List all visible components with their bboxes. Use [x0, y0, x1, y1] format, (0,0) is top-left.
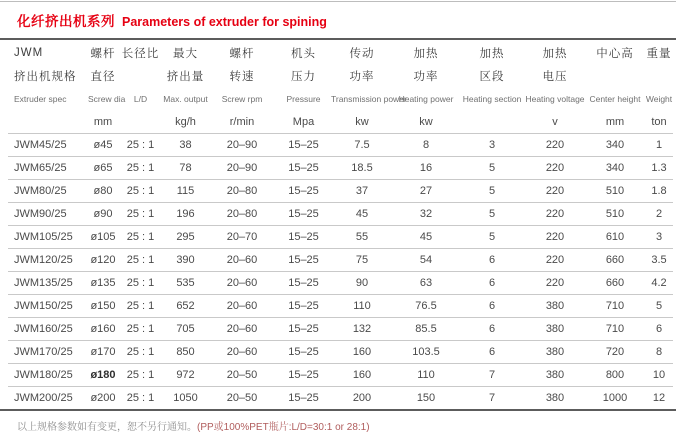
- table-cell: ø135: [88, 272, 118, 295]
- table-cell: 20–90: [208, 157, 276, 180]
- table-cell: 710: [585, 318, 645, 341]
- table-cell: 15–25: [276, 364, 331, 387]
- table-cell: 25 : 1: [118, 157, 163, 180]
- table-cell: 380: [525, 318, 585, 341]
- catalog-page: [0, 1, 676, 438]
- table-cell: 380: [525, 341, 585, 364]
- table-row: [8, 272, 673, 295]
- table-cell: 220: [525, 157, 585, 180]
- table-cell: 18.5: [331, 157, 393, 180]
- table-cell: 25 : 1: [118, 203, 163, 226]
- table-cell: ø160: [88, 318, 118, 341]
- table-cell: 15–25: [276, 203, 331, 226]
- page-title-cn: 化纤挤出机系列: [17, 14, 115, 29]
- column-header: Heating voltage: [525, 93, 585, 104]
- column-header: 加热: [542, 47, 568, 60]
- table-cell: 1050: [163, 387, 208, 410]
- table-cell: 25 : 1: [118, 272, 163, 295]
- table-cell: 1.8: [645, 180, 673, 203]
- table-cell: 652: [163, 295, 208, 318]
- column-header: Heating section: [462, 93, 522, 104]
- column-header: Mpa: [292, 115, 315, 128]
- table-body: [8, 134, 673, 410]
- table-cell: 800: [585, 364, 645, 387]
- header-row-cn2: [8, 64, 673, 87]
- table-row: [8, 180, 673, 203]
- table-cell: ø45: [88, 134, 118, 157]
- table-cell: 25 : 1: [118, 387, 163, 410]
- table-cell: 160: [331, 364, 393, 387]
- column-header: mm: [93, 115, 113, 128]
- column-header: r/min: [229, 115, 255, 128]
- table-cell: 25 : 1: [118, 318, 163, 341]
- table-cell: 132: [331, 318, 393, 341]
- table-cell: 15–25: [276, 341, 331, 364]
- table-cell: JWM105/25: [8, 226, 88, 249]
- header-row-cn1: [8, 41, 673, 64]
- table-cell: 90: [331, 272, 393, 295]
- table-cell: 15–25: [276, 272, 331, 295]
- column-header: Screw rpm: [221, 93, 263, 104]
- table-cell: 20–60: [208, 249, 276, 272]
- table-cell: 5: [645, 295, 673, 318]
- table-cell: 390: [163, 249, 208, 272]
- footer-note-paren: (PP或100%PET瓶片:L/D=30:1 or 28:1): [197, 422, 370, 433]
- table-cell: 78: [163, 157, 208, 180]
- table-cell: 705: [163, 318, 208, 341]
- column-header: Transmission power: [331, 93, 407, 104]
- table-cell: 220: [525, 134, 585, 157]
- table-cell: JWM200/25: [8, 387, 88, 410]
- table-cell: 15–25: [276, 295, 331, 318]
- column-header: [585, 64, 645, 87]
- table-cell: 220: [525, 249, 585, 272]
- column-header: Screw dia: [88, 93, 126, 104]
- table-cell: 220: [525, 180, 585, 203]
- column-header: 机头: [291, 47, 316, 60]
- column-header: [8, 110, 88, 134]
- column-header: Weight: [645, 93, 673, 104]
- table-cell: 3: [645, 226, 673, 249]
- table-cell: JWM65/25: [8, 157, 88, 180]
- table-cell: 20–50: [208, 364, 276, 387]
- table-cell: 5: [459, 180, 525, 203]
- column-header: ton: [651, 115, 667, 128]
- table-cell: 380: [525, 295, 585, 318]
- column-header: 加热: [413, 47, 439, 60]
- table-cell: 45: [393, 226, 459, 249]
- column-header: [118, 64, 163, 87]
- page-title-en: Parameters of extruder for spining: [122, 15, 327, 29]
- table-cell: 6: [459, 341, 525, 364]
- table-cell: 380: [525, 364, 585, 387]
- table-row: [8, 226, 673, 249]
- extruder-spec-table: [8, 41, 673, 409]
- table-cell: 1: [645, 134, 673, 157]
- table-cell: ø170: [88, 341, 118, 364]
- column-header: v: [552, 115, 558, 128]
- table-cell: 15–25: [276, 157, 331, 180]
- column-header: JWM: [14, 46, 44, 59]
- page-title: [0, 2, 676, 38]
- table-cell: 5: [459, 157, 525, 180]
- table-cell: 32: [393, 203, 459, 226]
- footer-note: 以上规格参数如有变更，恕不另行通知。: [17, 422, 197, 433]
- table-cell: 510: [585, 180, 645, 203]
- table-row: [8, 249, 673, 272]
- table-cell: JWM150/25: [8, 295, 88, 318]
- title-divider: [0, 38, 676, 40]
- table-row: [8, 341, 673, 364]
- table-cell: 340: [585, 157, 645, 180]
- table-cell: 8: [645, 341, 673, 364]
- table-cell: 15–25: [276, 249, 331, 272]
- table-header: [8, 41, 673, 134]
- table-cell: 20–60: [208, 341, 276, 364]
- column-header: [459, 110, 525, 134]
- table-cell: 6: [645, 318, 673, 341]
- table-cell: 510: [585, 203, 645, 226]
- table-cell: 610: [585, 226, 645, 249]
- table-cell: 20–90: [208, 134, 276, 157]
- column-header: 最大: [173, 47, 198, 60]
- table-cell: 380: [525, 387, 585, 410]
- table-cell: 6: [459, 249, 525, 272]
- column-header: 功率: [349, 70, 375, 83]
- table-cell: JWM160/25: [8, 318, 88, 341]
- column-header: mm: [605, 115, 625, 128]
- table-cell: 8: [393, 134, 459, 157]
- table-cell: 25 : 1: [118, 364, 163, 387]
- column-header: 螺杆: [229, 47, 255, 60]
- table-cell: 5: [459, 226, 525, 249]
- table-cell: 45: [331, 203, 393, 226]
- table-cell: 20–60: [208, 272, 276, 295]
- column-header: 长径比: [121, 47, 160, 60]
- table-cell: JWM135/25: [8, 272, 88, 295]
- table-cell: 6: [459, 272, 525, 295]
- table-cell: 27: [393, 180, 459, 203]
- table-cell: JWM170/25: [8, 341, 88, 364]
- table-cell: 710: [585, 295, 645, 318]
- table-cell: 5: [459, 203, 525, 226]
- column-header: 螺杆: [90, 47, 116, 60]
- table-cell: ø90: [88, 203, 118, 226]
- table-cell: 15–25: [276, 226, 331, 249]
- column-header: Center height: [589, 93, 641, 104]
- table-cell: 15–25: [276, 387, 331, 410]
- table-cell: 15–25: [276, 318, 331, 341]
- table-cell: 972: [163, 364, 208, 387]
- table-cell: 2: [645, 203, 673, 226]
- column-header: kw: [419, 115, 433, 128]
- table-cell: 25 : 1: [118, 249, 163, 272]
- header-row-unit: [8, 110, 673, 134]
- table-cell: ø65: [88, 157, 118, 180]
- column-header: Max. output: [163, 93, 208, 104]
- table-cell: 850: [163, 341, 208, 364]
- column-header: [645, 64, 673, 87]
- table-cell: JWM180/25: [8, 364, 88, 387]
- table-cell: 20–80: [208, 203, 276, 226]
- table-cell: 37: [331, 180, 393, 203]
- table-cell: 196: [163, 203, 208, 226]
- table-cell: 20–50: [208, 387, 276, 410]
- column-header: 中心高: [596, 47, 634, 60]
- table-cell: 38: [163, 134, 208, 157]
- table-cell: 55: [331, 226, 393, 249]
- column-header: 区段: [479, 70, 505, 83]
- column-header: 挤出机规格: [14, 70, 77, 83]
- table-cell: ø150: [88, 295, 118, 318]
- table-cell: 535: [163, 272, 208, 295]
- table-cell: 54: [393, 249, 459, 272]
- table-cell: 20–70: [208, 226, 276, 249]
- column-header: 重量: [646, 47, 672, 60]
- table-cell: JWM80/25: [8, 180, 88, 203]
- table-cell: 76.5: [393, 295, 459, 318]
- table-cell: 3.5: [645, 249, 673, 272]
- table-cell: 160: [331, 341, 393, 364]
- footer-note-row: [0, 411, 676, 433]
- table-cell: 10: [645, 364, 673, 387]
- table-row: [8, 134, 673, 157]
- column-header: 挤出量: [166, 70, 205, 83]
- table-cell: 1.3: [645, 157, 673, 180]
- column-header: 加热: [479, 47, 505, 60]
- table-cell: 115: [163, 180, 208, 203]
- header-row-en: [8, 87, 673, 110]
- table-cell: 25 : 1: [118, 341, 163, 364]
- column-header: 转速: [229, 70, 255, 83]
- column-header: 直径: [90, 70, 116, 83]
- table-cell: 7: [459, 364, 525, 387]
- column-header: Extruder spec: [14, 93, 67, 104]
- column-header: 功率: [413, 70, 439, 83]
- table-cell: 6: [459, 295, 525, 318]
- column-header: kw: [355, 115, 369, 128]
- table-row: [8, 364, 673, 387]
- table-cell: 220: [525, 272, 585, 295]
- table-cell: 16: [393, 157, 459, 180]
- column-header: Heating power: [398, 93, 454, 104]
- table-cell: 6: [459, 318, 525, 341]
- table-cell: 110: [393, 364, 459, 387]
- table-cell: ø200: [88, 387, 118, 410]
- table-cell: 660: [585, 272, 645, 295]
- column-header: L/D: [133, 93, 148, 104]
- table-cell: ø120: [88, 249, 118, 272]
- table-cell: 63: [393, 272, 459, 295]
- table-cell: 75: [331, 249, 393, 272]
- table-cell: 3: [459, 134, 525, 157]
- table-row: [8, 203, 673, 226]
- table-cell: ø80: [88, 180, 118, 203]
- table-cell: 1000: [585, 387, 645, 410]
- table-cell: 103.5: [393, 341, 459, 364]
- table-cell: 15–25: [276, 180, 331, 203]
- table-cell: 12: [645, 387, 673, 410]
- table-cell: ø180: [88, 364, 118, 387]
- table-cell: 720: [585, 341, 645, 364]
- table-cell: 340: [585, 134, 645, 157]
- table-cell: 220: [525, 226, 585, 249]
- table-cell: 150: [393, 387, 459, 410]
- table-cell: 110: [331, 295, 393, 318]
- table-cell: ø105: [88, 226, 118, 249]
- table-row: [8, 318, 673, 341]
- table-cell: 25 : 1: [118, 180, 163, 203]
- table-cell: 660: [585, 249, 645, 272]
- table-cell: JWM90/25: [8, 203, 88, 226]
- column-header: Pressure: [286, 93, 321, 104]
- table-row: [8, 295, 673, 318]
- column-header: kg/h: [175, 115, 196, 128]
- column-header: [118, 110, 163, 134]
- table-cell: JWM120/25: [8, 249, 88, 272]
- table-cell: 15–25: [276, 134, 331, 157]
- table-row: [8, 387, 673, 410]
- column-header: 传动: [349, 47, 375, 60]
- table-cell: 220: [525, 203, 585, 226]
- table-cell: 4.2: [645, 272, 673, 295]
- table-cell: 7: [459, 387, 525, 410]
- table-cell: 85.5: [393, 318, 459, 341]
- table-cell: 25 : 1: [118, 295, 163, 318]
- table-row: [8, 157, 673, 180]
- table-cell: 25 : 1: [118, 226, 163, 249]
- table-cell: 200: [331, 387, 393, 410]
- column-header: 电压: [542, 70, 568, 83]
- table-cell: 20–60: [208, 318, 276, 341]
- table-cell: 295: [163, 226, 208, 249]
- table-cell: 20–80: [208, 180, 276, 203]
- table-cell: JWM45/25: [8, 134, 88, 157]
- column-header: 压力: [291, 70, 316, 83]
- table-cell: 25 : 1: [118, 134, 163, 157]
- table-cell: 7.5: [331, 134, 393, 157]
- table-cell: 20–60: [208, 295, 276, 318]
